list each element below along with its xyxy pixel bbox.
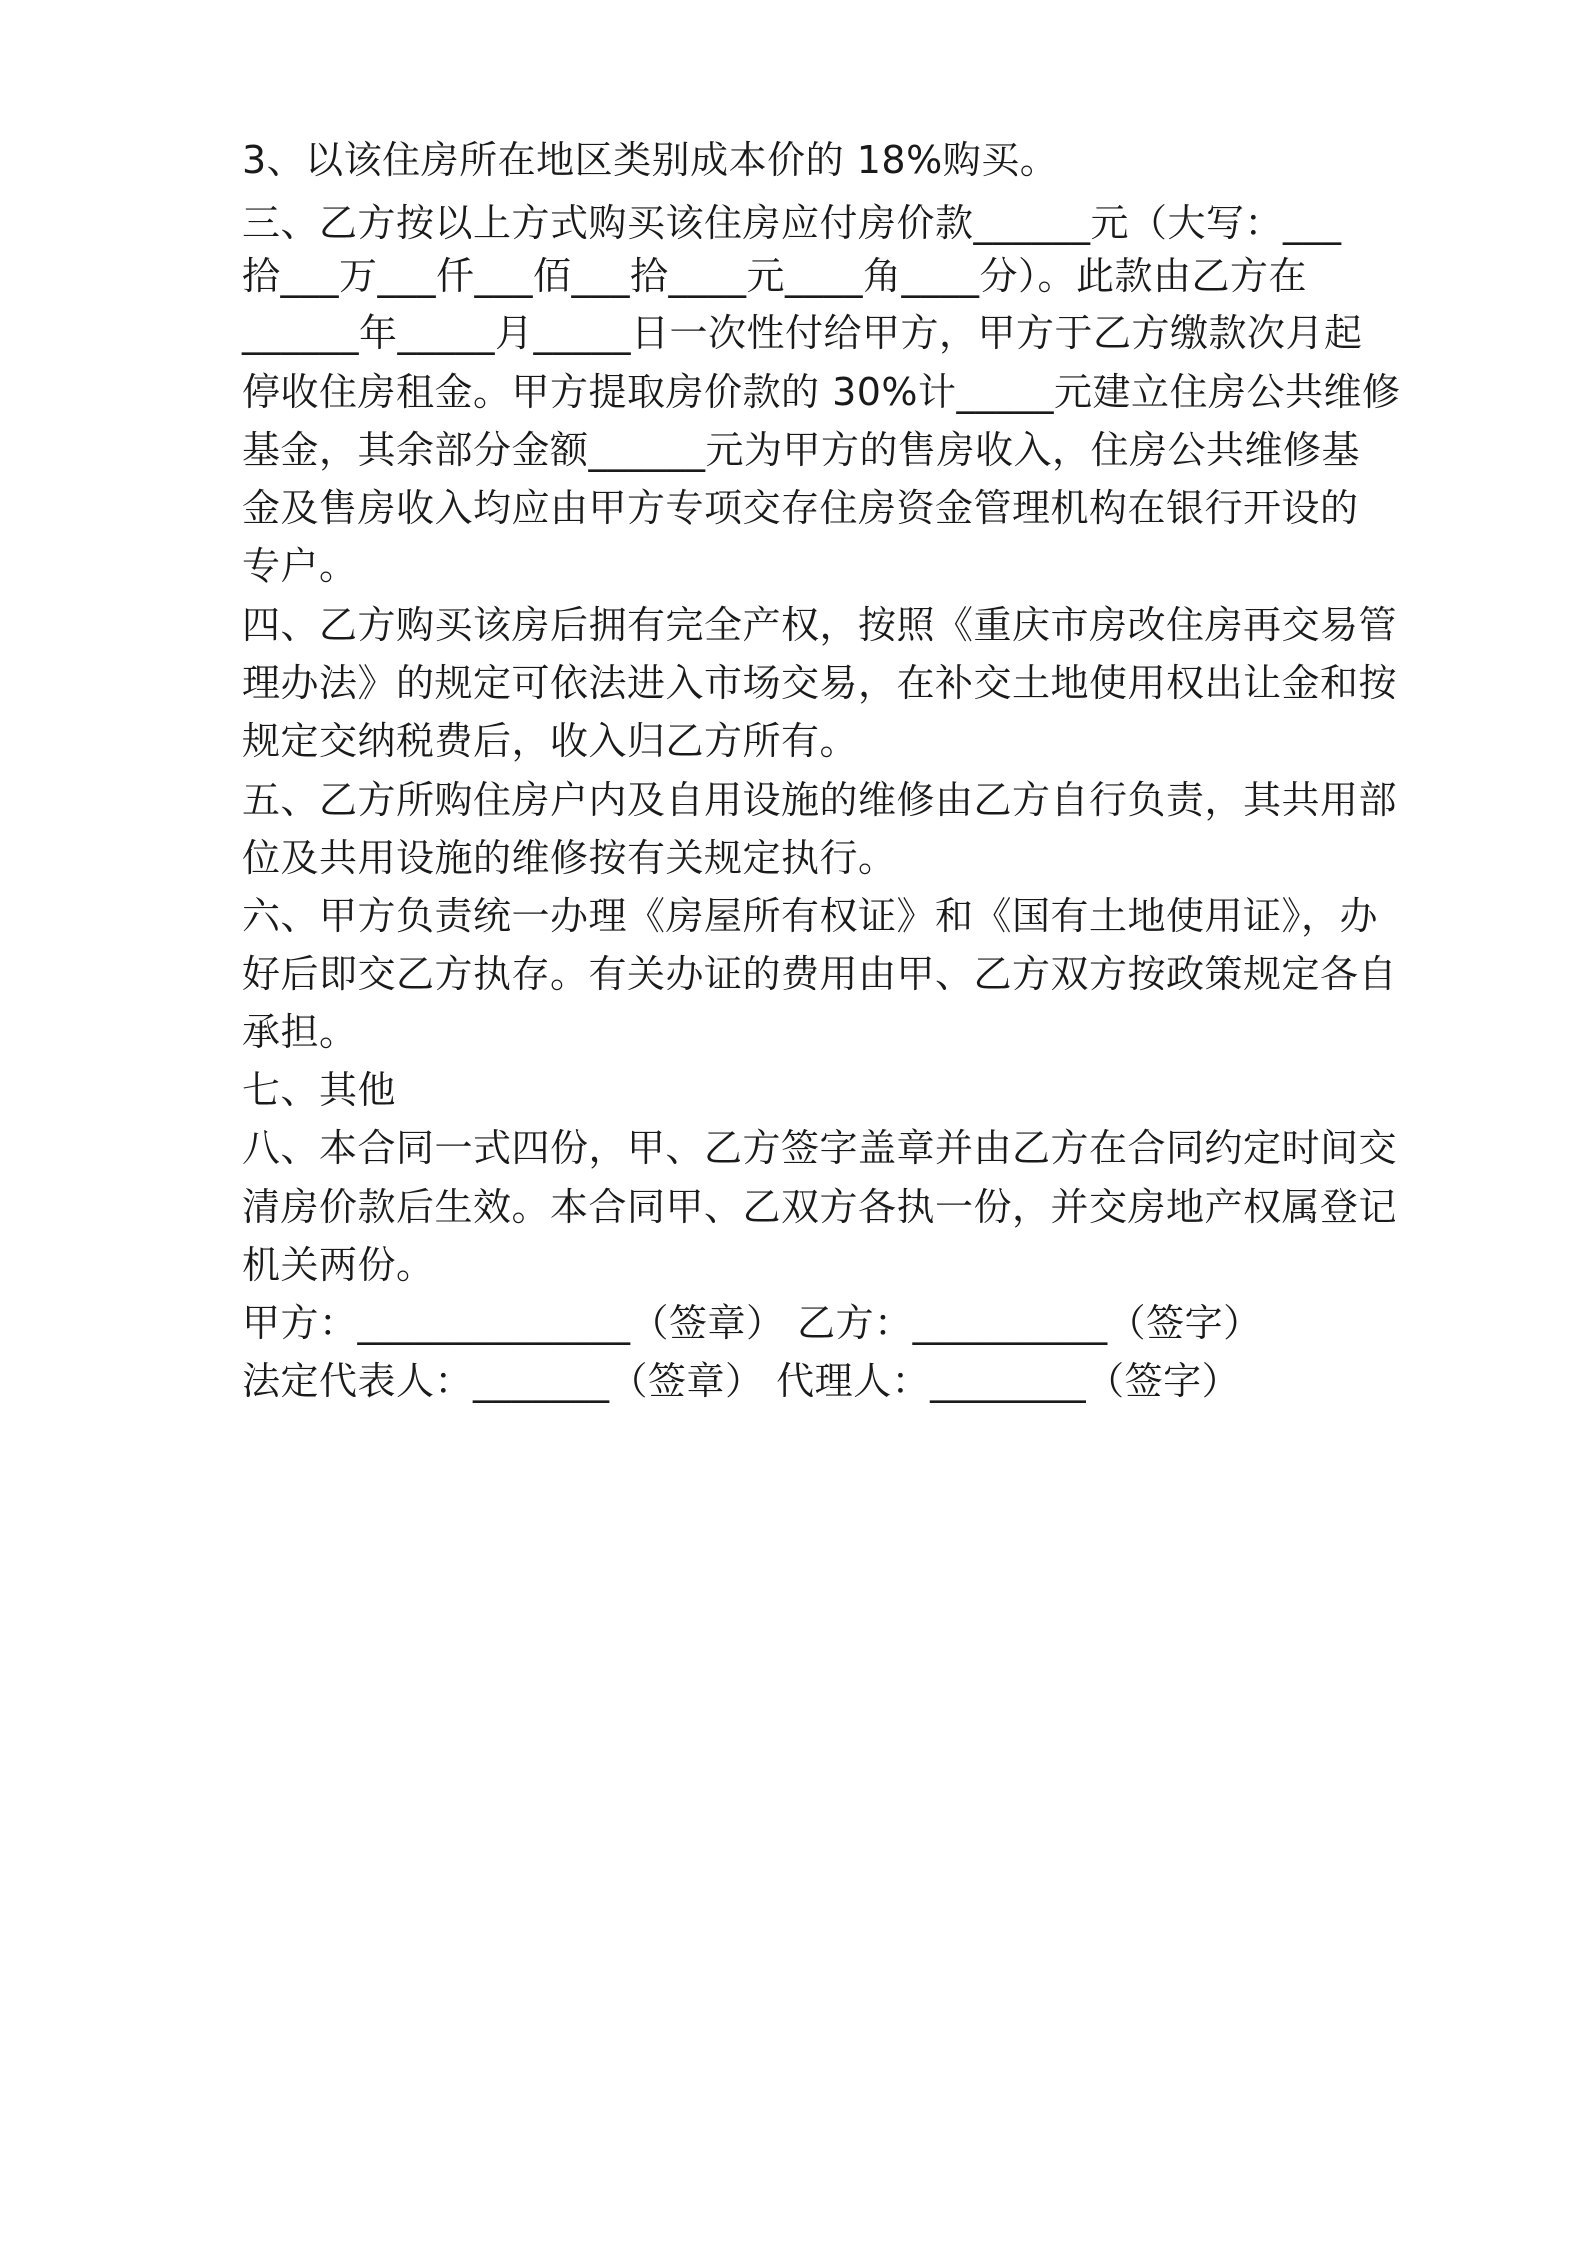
clause-six-line-1: 六、甲方负责统一办理《房屋所有权证》和《国有土地使用证》，办 bbox=[242, 894, 1379, 938]
clause-three-line-1: 三、乙方按以上方式购买该住房应付房价款______元（大写：___ bbox=[242, 201, 1342, 245]
clause-four-line-2: 理办法》的规定可依法进入市场交易，在补交土地使用权出让金和按 bbox=[242, 661, 1398, 705]
clause-eight-line-2: 清房价款后生效。本合同甲、乙双方各执一份，并交房地产权属登记 bbox=[242, 1185, 1398, 1229]
clause-three-line-4: 停收住房租金。甲方提取房价款的 30%计_____元建立住房公共维修 bbox=[242, 370, 1401, 414]
clause-eight-line-3: 机关两份。 bbox=[242, 1243, 435, 1287]
clause-four-line-1: 四、乙方购买该房后拥有完全产权，按照《重庆市房改住房再交易管 bbox=[242, 603, 1398, 647]
signature-line-parties: 甲方：______________（签章） 乙方：__________（签字） bbox=[242, 1301, 1262, 1345]
clause-seven-line: 七、其他 bbox=[242, 1068, 397, 1112]
clause-six-line-2: 好后即交乙方执存。有关办证的费用由甲、乙方双方按政策规定各自 bbox=[242, 952, 1398, 996]
clause-3-purchase-price-line: 3、以该住房所在地区类别成本价的 18%购买。 bbox=[242, 138, 1059, 182]
clause-four-line-3: 规定交纳税费后，收入归乙方所有。 bbox=[242, 719, 859, 763]
clause-three-line-6: 金及售房收入均应由甲方专项交存住房资金管理机构在银行开设的 bbox=[242, 486, 1359, 530]
clause-three-line-7: 专户。 bbox=[242, 544, 358, 588]
clause-three-line-2: 拾___万___仟___佰___拾____元____角____分）。此款由乙方在 bbox=[242, 254, 1308, 298]
clause-five-line-1: 五、乙方所购住房户内及自用设施的维修由乙方自行负责，其共用部 bbox=[242, 778, 1398, 822]
clause-six-line-3: 承担。 bbox=[242, 1010, 358, 1054]
clause-five-line-2: 位及共用设施的维修按有关规定执行。 bbox=[242, 836, 897, 880]
signature-line-representatives: 法定代表人：_______（签章） 代理人：________（签字） bbox=[242, 1359, 1241, 1403]
clause-three-line-5: 基金，其余部分金额______元为甲方的售房收入，住房公共维修基 bbox=[242, 428, 1361, 472]
clause-three-line-3: ______年_____月_____日一次性付给甲方，甲方于乙方缴款次月起 bbox=[242, 311, 1363, 355]
clause-eight-line-1: 八、本合同一式四份，甲、乙方签字盖章并由乙方在合同约定时间交 bbox=[242, 1126, 1398, 1170]
